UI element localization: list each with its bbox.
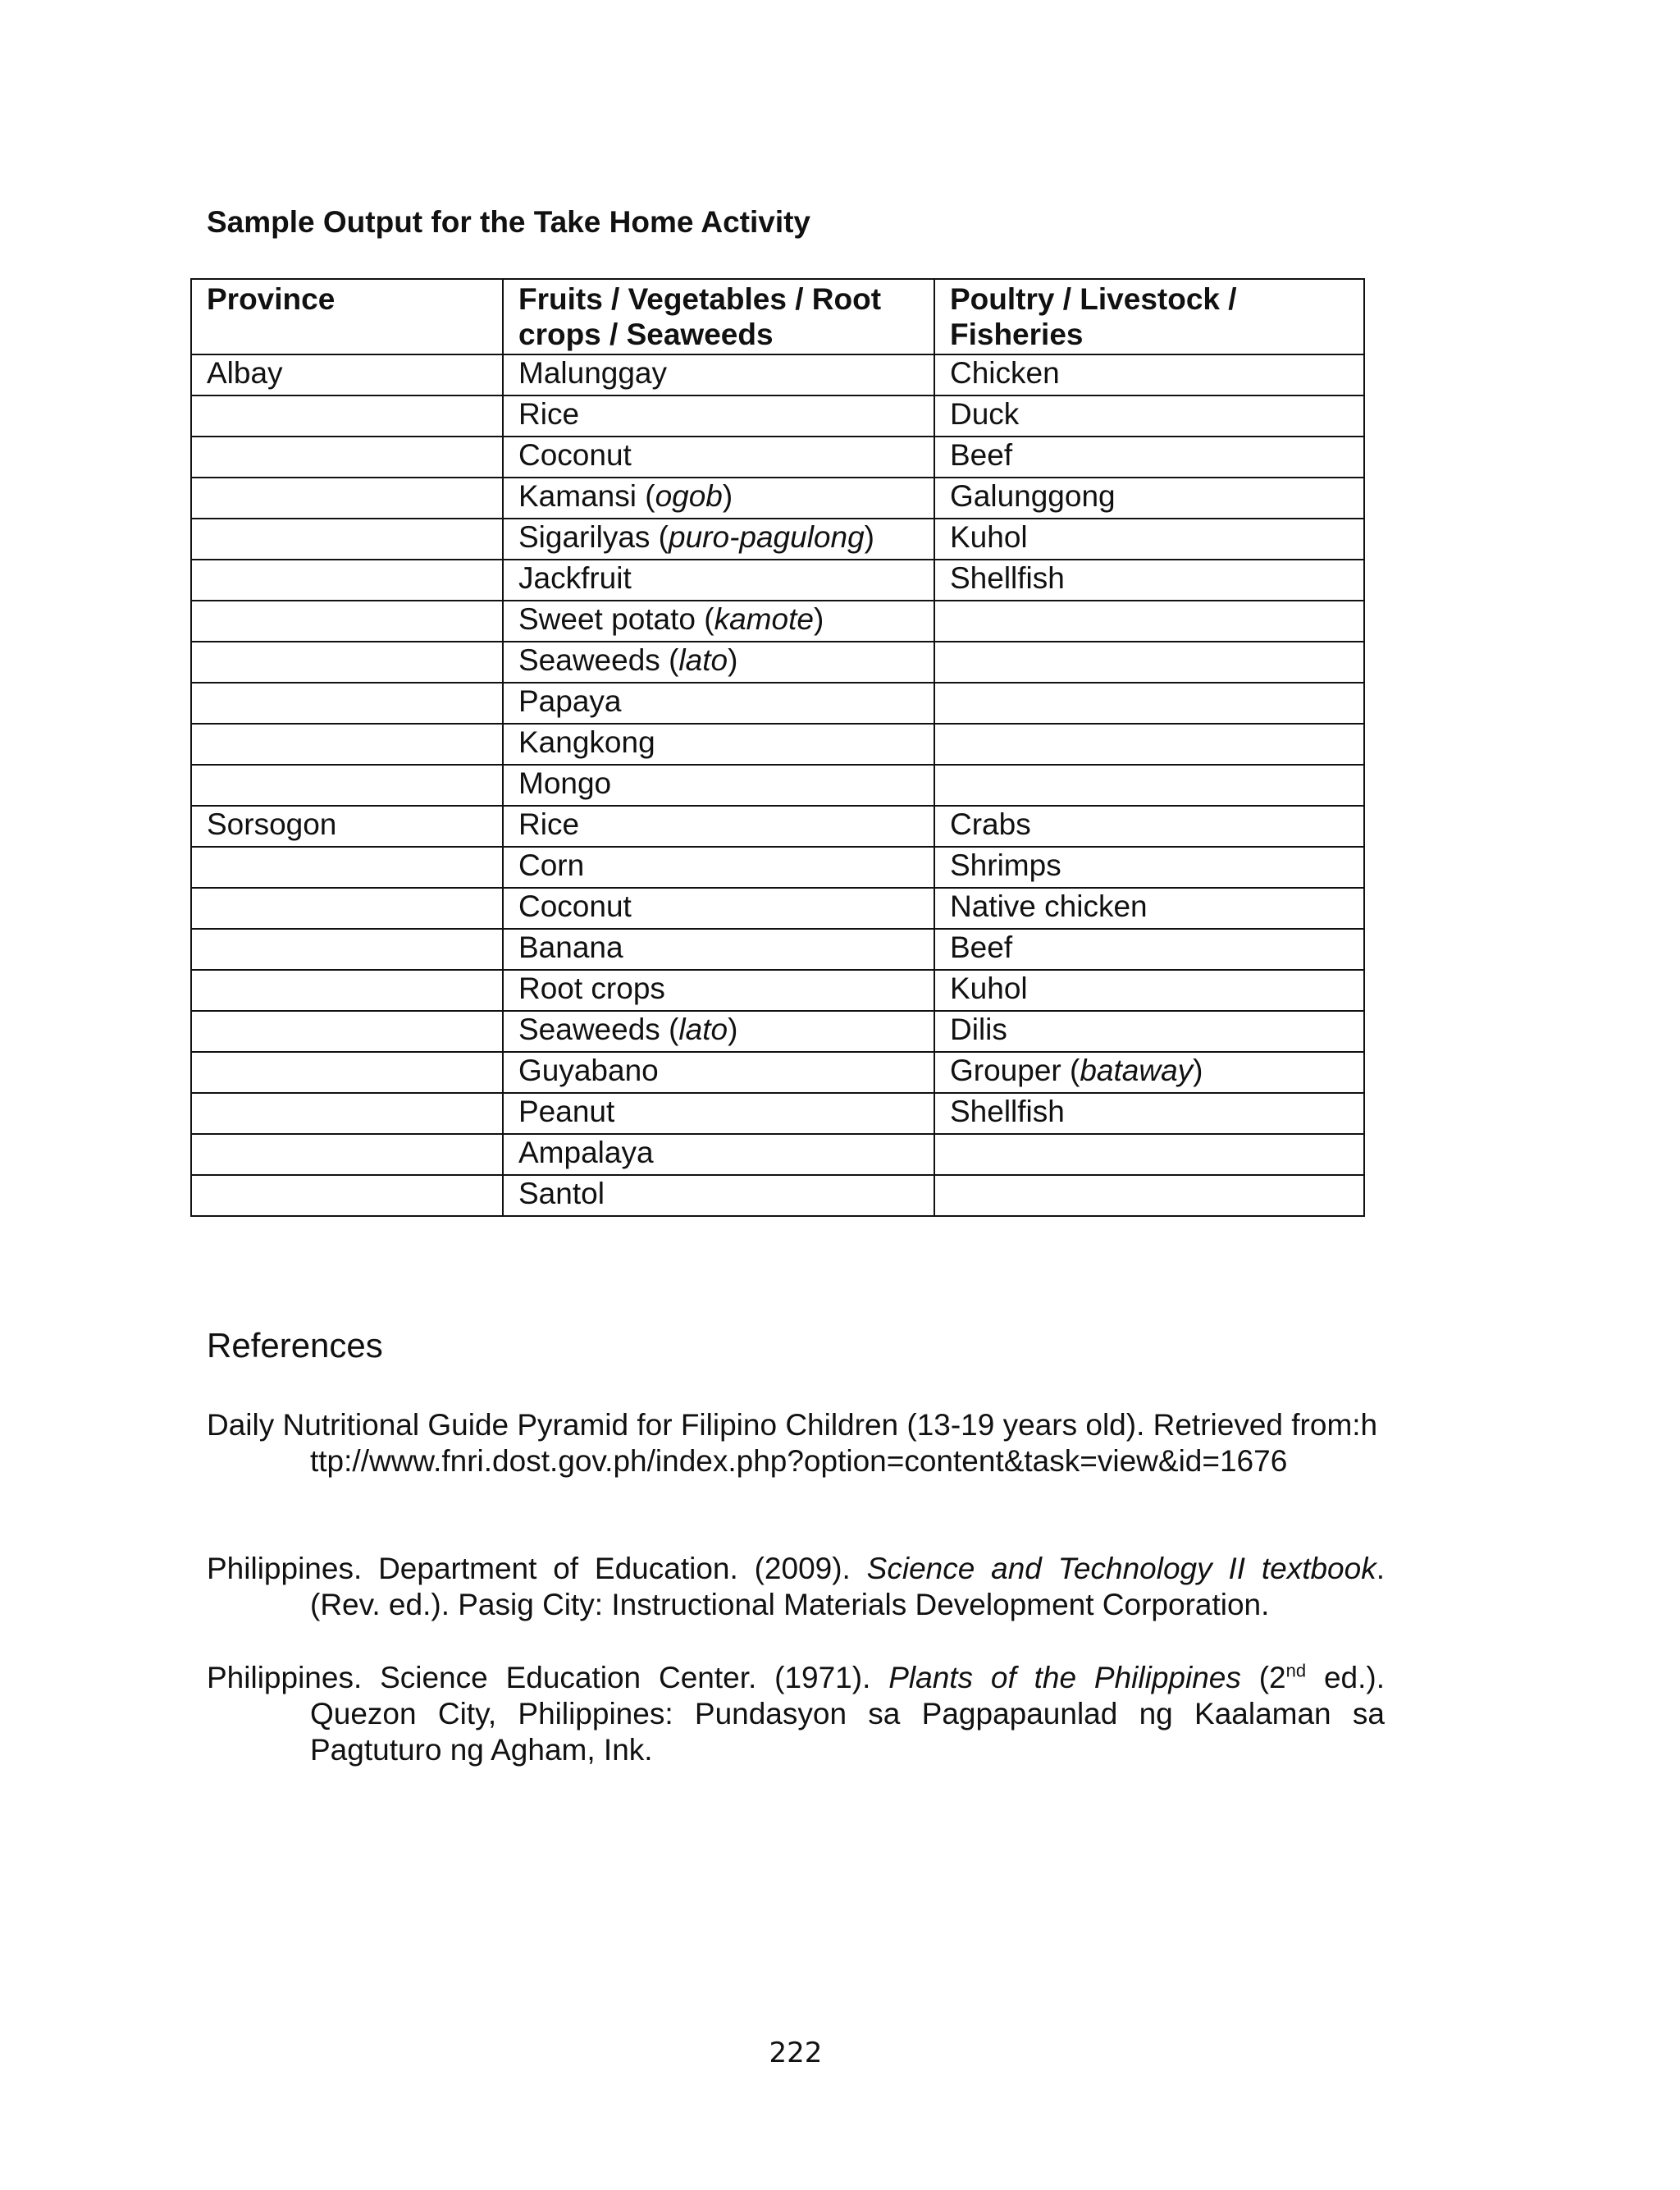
crop-cell: Seaweeds (lato) xyxy=(503,642,934,683)
crop-cell-text: Corn xyxy=(518,848,585,882)
crop-cell: Kamansi (ogob) xyxy=(503,478,934,519)
crop-cell xyxy=(503,929,934,970)
crop-cell-text: Kamansi xyxy=(518,479,637,513)
province-cell xyxy=(191,888,503,929)
references-heading: References xyxy=(207,1326,383,1365)
crop-cell xyxy=(503,847,934,888)
animal-cell xyxy=(934,724,1364,765)
crop-cell-text: Malunggay xyxy=(518,356,668,390)
province-cell xyxy=(191,683,503,724)
reference-text: . (Rev. ed.). Pasig City: Instructional Materials Development Corporation. xyxy=(310,1552,1385,1621)
province-cell-text: Sorsogon xyxy=(207,807,337,841)
crop-cell xyxy=(503,765,934,806)
province-cell xyxy=(191,929,503,970)
crop-cell-text: Banana xyxy=(518,930,623,964)
table-row xyxy=(191,888,1364,929)
province-cell xyxy=(191,1011,503,1052)
animal-cell-text: Duck xyxy=(950,397,1020,431)
province-cell xyxy=(191,1134,503,1175)
province-cell xyxy=(191,395,503,437)
crop-cell xyxy=(503,806,934,847)
crop-cell-text: Rice xyxy=(518,397,580,431)
province-cell xyxy=(191,519,503,560)
province-cell xyxy=(191,806,503,847)
animal-cell xyxy=(934,1093,1364,1134)
animal-cell-text: Chicken xyxy=(950,356,1060,390)
animal-cell-local-name: bataway xyxy=(1080,1054,1194,1087)
table-row xyxy=(191,560,1364,601)
province-cell xyxy=(191,560,503,601)
crop-cell: Sigarilyas (puro-pagulong) xyxy=(503,519,934,560)
header-province: Province xyxy=(191,279,503,354)
table-row xyxy=(191,1052,1364,1093)
crop-cell-text: Peanut xyxy=(518,1095,615,1128)
reference-item xyxy=(207,1407,1385,1479)
crop-cell-text: Ampalaya xyxy=(518,1136,654,1169)
province-cell xyxy=(191,1093,503,1134)
crop-cell xyxy=(503,683,934,724)
table-row xyxy=(191,765,1364,806)
crop-cell-text: Papaya xyxy=(518,684,622,718)
crop-cell: Sweet potato (kamote) xyxy=(503,601,934,642)
table-row xyxy=(191,683,1364,724)
animal-cell xyxy=(934,1134,1364,1175)
animal-cell-text: Kuhol xyxy=(950,520,1028,554)
animal-cell xyxy=(934,1175,1364,1216)
crop-cell-local-name: kamote xyxy=(714,602,814,636)
animal-cell-text: Shrimps xyxy=(950,848,1061,882)
reference-text: Daily Nutritional Guide Pyramid for Filipino Children (13-19 years old). Retrieved from:http://www.fnri.dost.gov.ph/index.php?option=content&task=view&id=1676 xyxy=(207,1408,1378,1478)
animal-cell xyxy=(934,847,1364,888)
produce-table xyxy=(190,278,1365,1217)
reference-item xyxy=(207,1660,1385,1768)
crop-cell xyxy=(503,970,934,1011)
province-cell xyxy=(191,1052,503,1093)
animal-cell xyxy=(934,519,1364,560)
reference-item xyxy=(207,1551,1385,1623)
crop-cell-text: Jackfruit xyxy=(518,561,632,595)
crop-cell-text: Santol xyxy=(518,1177,605,1210)
table-row xyxy=(191,1011,1364,1052)
table-body xyxy=(191,354,1364,1216)
province-cell xyxy=(191,354,503,395)
crop-cell-text: Root crops xyxy=(518,972,665,1005)
table-row xyxy=(191,478,1364,519)
reference-title: Plants of the Philippines xyxy=(888,1661,1241,1694)
crop-cell xyxy=(503,395,934,437)
province-cell xyxy=(191,478,503,519)
animal-cell xyxy=(934,888,1364,929)
crop-cell xyxy=(503,560,934,601)
crop-cell xyxy=(503,437,934,478)
crop-cell-text: Rice xyxy=(518,807,580,841)
province-cell xyxy=(191,437,503,478)
crop-cell-local-name: ogob xyxy=(655,479,723,513)
crop-cell-text: Guyabano xyxy=(518,1054,659,1087)
animal-cell-text: Crabs xyxy=(950,807,1031,841)
animal-cell-text: Galunggong xyxy=(950,479,1116,513)
table-row xyxy=(191,519,1364,560)
crop-cell-local-name: lato xyxy=(678,643,728,677)
table-row xyxy=(191,1093,1364,1134)
table-row xyxy=(191,724,1364,765)
animal-cell-text: Shellfish xyxy=(950,1095,1065,1128)
province-cell-text: Albay xyxy=(207,356,283,390)
animal-cell xyxy=(934,765,1364,806)
crop-cell-text: Sweet potato xyxy=(518,602,696,636)
crop-cell: Seaweeds (lato) xyxy=(503,1011,934,1052)
crop-cell xyxy=(503,1052,934,1093)
animal-cell-text: Beef xyxy=(950,930,1013,964)
crop-cell-text: Mongo xyxy=(518,766,612,800)
crop-cell xyxy=(503,1134,934,1175)
animal-cell-text: Shellfish xyxy=(950,561,1065,595)
animal-cell xyxy=(934,354,1364,395)
table-row xyxy=(191,970,1364,1011)
section-title: Sample Output for the Take Home Activity xyxy=(207,205,811,239)
table-row xyxy=(191,847,1364,888)
table-row xyxy=(191,806,1364,847)
header-animals: Poultry / Livestock / Fisheries xyxy=(934,279,1364,354)
crop-cell-local-name: lato xyxy=(678,1013,728,1046)
animal-cell-text: Beef xyxy=(950,438,1013,472)
crop-cell-text: Kangkong xyxy=(518,725,655,759)
animal-cell xyxy=(934,395,1364,437)
province-cell xyxy=(191,765,503,806)
province-cell xyxy=(191,970,503,1011)
table-row xyxy=(191,354,1364,395)
table-row xyxy=(191,1134,1364,1175)
animal-cell xyxy=(934,642,1364,683)
animal-cell xyxy=(934,683,1364,724)
header-crops: Fruits / Vegetables / Root crops / Seaweeds xyxy=(503,279,934,354)
animal-cell xyxy=(934,806,1364,847)
crop-cell-text: Coconut xyxy=(518,889,632,923)
province-cell xyxy=(191,724,503,765)
page-number: 222 xyxy=(769,2037,823,2069)
reference-text: (2 xyxy=(1240,1661,1286,1694)
province-cell xyxy=(191,601,503,642)
table-row xyxy=(191,395,1364,437)
province-cell xyxy=(191,1175,503,1216)
crop-cell xyxy=(503,354,934,395)
animal-cell xyxy=(934,437,1364,478)
crop-cell xyxy=(503,1093,934,1134)
animal-cell xyxy=(934,970,1364,1011)
table-header-row xyxy=(191,279,1364,354)
animal-cell-text: Dilis xyxy=(950,1013,1007,1046)
crop-cell-local-name: puro-pagulong xyxy=(669,520,865,554)
table-row xyxy=(191,1175,1364,1216)
reference-text: Philippines. Science Education Center. (1971). xyxy=(207,1661,889,1694)
reference-text: Philippines. Department of Education. (2009). xyxy=(207,1552,867,1585)
province-cell xyxy=(191,847,503,888)
crop-cell xyxy=(503,724,934,765)
province-cell xyxy=(191,642,503,683)
crop-cell-text: Sigarilyas xyxy=(518,520,651,554)
table-row xyxy=(191,601,1364,642)
reference-superscript: nd xyxy=(1285,1660,1307,1681)
crop-cell-text: Seaweeds xyxy=(518,643,660,677)
animal-cell xyxy=(934,560,1364,601)
animal-cell xyxy=(934,478,1364,519)
animal-cell xyxy=(934,1011,1364,1052)
animal-cell xyxy=(934,601,1364,642)
crop-cell xyxy=(503,1175,934,1216)
animal-cell xyxy=(934,929,1364,970)
animal-cell-text: Grouper xyxy=(950,1054,1061,1087)
crop-cell xyxy=(503,888,934,929)
animal-cell: Grouper (bataway) xyxy=(934,1052,1364,1093)
animal-cell-text: Native chicken xyxy=(950,889,1148,923)
crop-cell-text: Seaweeds xyxy=(518,1013,660,1046)
reference-title: Science and Technology II textbook xyxy=(866,1552,1376,1585)
reference-text: ed.). Quezon City, Philippines: Pundasyon sa Pagpapaunlad ng Kaalaman sa Pagtuturo ng Agham, Ink. xyxy=(310,1661,1385,1767)
table-row xyxy=(191,929,1364,970)
table-row xyxy=(191,642,1364,683)
crop-cell-text: Coconut xyxy=(518,438,632,472)
animal-cell-text: Kuhol xyxy=(950,972,1028,1005)
table-row xyxy=(191,437,1364,478)
